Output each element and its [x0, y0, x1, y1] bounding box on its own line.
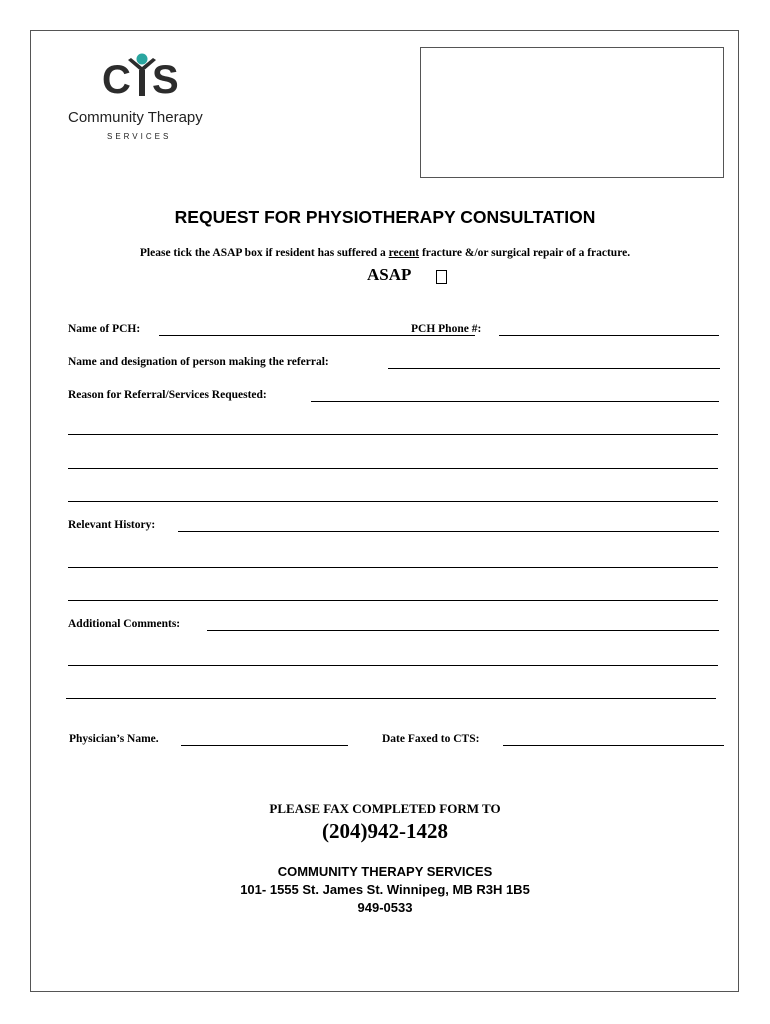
pch-phone-input[interactable]	[499, 325, 719, 336]
reason-row	[68, 389, 728, 405]
comments-row	[68, 618, 728, 634]
comments-label: Additional Comments:	[68, 618, 181, 630]
comments-input[interactable]	[207, 620, 719, 631]
reason-line-2[interactable]	[68, 434, 718, 435]
history-line-3[interactable]	[68, 600, 718, 601]
reason-input[interactable]	[311, 391, 719, 402]
signoff-row	[69, 733, 729, 749]
comments-line-2[interactable]	[68, 665, 718, 666]
fax-instruction: PLEASE FAX COMPLETED FORM TO	[269, 801, 501, 816]
referrer-input[interactable]	[388, 358, 720, 369]
date-faxed-label: Date Faxed to CTS:	[382, 733, 480, 745]
physician-label: Physician’s Name.	[69, 733, 159, 745]
reason-line-4[interactable]	[68, 501, 718, 502]
history-line-2[interactable]	[68, 567, 718, 568]
reason-label: Reason for Referral/Services Requested:	[68, 389, 267, 401]
reason-line-3[interactable]	[68, 468, 718, 469]
history-label: Relevant History:	[68, 519, 156, 531]
date-faxed-input[interactable]	[503, 735, 724, 746]
comments-line-3[interactable]	[66, 698, 716, 699]
fax-number: (204)942-1428	[322, 819, 448, 843]
pch-row	[68, 323, 728, 339]
asap-instruction: Please tick the ASAP box if resident has suffered a recent fracture &/or surgical repair of a fracture.	[139, 247, 631, 259]
asap-checkbox[interactable]	[436, 270, 447, 284]
office-use-box	[420, 47, 724, 178]
form-title: REQUEST FOR PHYSIOTHERAPY CONSULTATION	[174, 207, 596, 227]
asap-label: ASAP	[367, 265, 412, 284]
org-name: COMMUNITY THERAPY SERVICES	[277, 864, 493, 879]
logo-subtitle: SERVICES	[107, 132, 172, 141]
referrer-label: Name and designation of person making the referral:	[68, 356, 329, 368]
pch-phone-label: PCH Phone #:	[411, 323, 482, 335]
cts-logo	[66, 52, 226, 144]
logo-letter-s: S	[152, 58, 179, 102]
referrer-row	[68, 356, 728, 372]
org-phone: 949-0533	[357, 900, 413, 915]
org-address: 101- 1555 St. James St. Winnipeg, MB R3H 1B5	[240, 882, 530, 897]
history-row	[68, 519, 728, 535]
history-input[interactable]	[178, 521, 719, 532]
logo-letter-c: C	[102, 58, 131, 102]
logo-name: Community Therapy	[68, 109, 203, 126]
pch-name-label: Name of PCH:	[68, 323, 141, 335]
physician-input[interactable]	[181, 735, 348, 746]
